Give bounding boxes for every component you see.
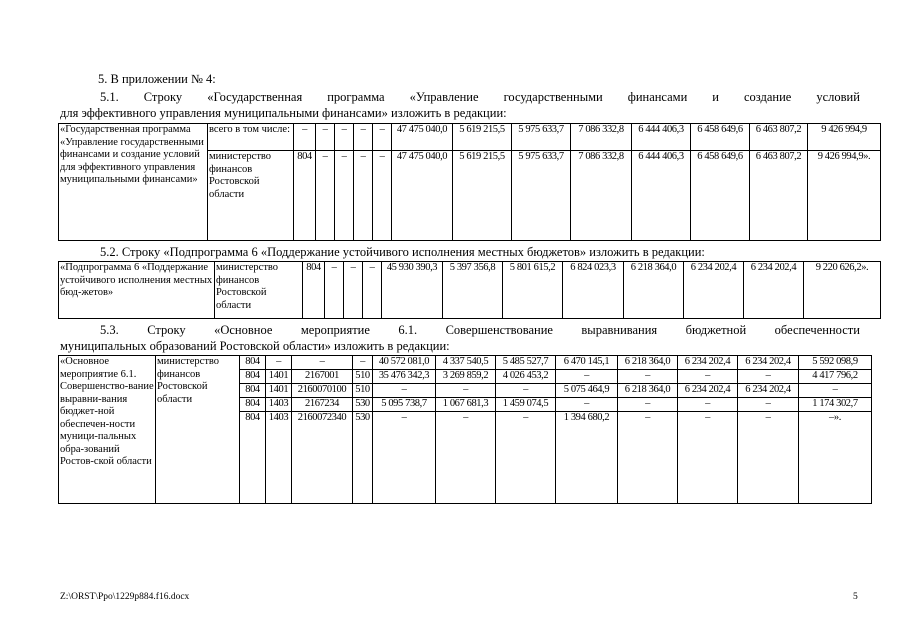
activity-name: «Основное мероприятие 6.1. Совершенство-вание выравни-вания бюджет-ной обеспечен-ности муници-пальных обра-зований Ростов-ской области — [59, 356, 156, 504]
executor-cell: министерство финансов Ростовской области — [156, 356, 240, 504]
table-row: «Государственная программа «Управление государственными финансами и создание условий для эффективного управления муниципальными финансами» всего в том числе: – – – – – 47 475 040,0 5 619 215,5 5 975 633,7 7 086 332,8 6 444 406,3 6 458 649,6 6 463 807,2 9 426 994,9 — [59, 124, 881, 151]
table-row: 804 1403 2160072340 530 – – – 1 394 680,2 – – – –». — [59, 412, 872, 504]
paragraph-5-3-line1: 5.3. Строку «Основное мероприятие 6.1. Совершенствование выравнивания бюджетной обеспеченности — [100, 323, 860, 337]
subprogram-name: «Подпрограмма 6 «Поддержание устойчивого исполнения местных бюд-жетов» — [59, 262, 215, 319]
table-subprogram-6 — [58, 261, 881, 319]
paragraph-5-1-line2: для эффективного управления муниципальными финансами» изложить в редакции: — [60, 106, 507, 120]
file-path: Z:\ORST\Ppo\1229p884.f16.docx — [60, 592, 190, 602]
page-number: 5 — [853, 592, 858, 602]
heading: 5. В приложении № 4: — [98, 72, 216, 86]
executor-cell: всего в том числе: — [208, 124, 294, 151]
table-row: 804 1401 2167001 510 35 476 342,3 3 269 859,2 4 026 453,2 – – – – 4 417 796,2 — [59, 370, 872, 384]
table-main-activity-6-1 — [58, 355, 872, 504]
table-state-program — [58, 123, 881, 241]
executor-cell: министерство финансов Ростовской области — [208, 151, 294, 241]
table-row: министерство финансов Ростовской области 804 – – – – 47 475 040,0 5 619 215,5 5 975 633,7 7 086 332,8 6 444 406,3 6 458 649,6 6 463 807,2 9 426 994,9». — [59, 151, 881, 241]
table-row: «Подпрограмма 6 «Поддержание устойчивого исполнения местных бюд-жетов» министерство финансов Ростовской области 804 – – – 45 930 390,3 5 397 356,8 5 801 615,2 6 824 023,3 6 218 364,0 6 234 202,4 6 234 202,4 9 220 626,2». — [59, 262, 881, 319]
table-row: 804 1403 2167234 530 5 095 738,7 1 067 681,3 1 459 074,5 – – – – 1 174 302,7 — [59, 398, 872, 412]
paragraph-5-1-line1: 5.1. Строку «Государственная программа «Управление государственными финансами и создание условий — [100, 90, 860, 104]
paragraph-5-3-line2: муниципальных образований Ростовской области» изложить в редакции: — [60, 339, 450, 353]
program-name: «Государственная программа «Управление государственными финансами и создание условий для эффективного управления муниципальными финансами» — [59, 124, 208, 241]
table-row: 804 1401 2160070100 510 – – – 5 075 464,9 6 218 364,0 6 234 202,4 6 234 202,4 – — [59, 384, 872, 398]
executor-cell: министерство финансов Ростовской области — [215, 262, 303, 319]
table-row: «Основное мероприятие 6.1. Совершенство-вание выравни-вания бюджет-ной обеспечен-ности муници-пальных обра-зований Ростов-ской области министерство финансов Ростовской области 804 – – – 40 572 081,0 4 337 540,5 5 485 527,7 6 470 145,1 6 218 364,0 6 234 202,4 6 234 202,4 5 592 098,9 — [59, 356, 872, 370]
paragraph-5-2: 5.2. Строку «Подпрограмма 6 «Поддержание устойчивого исполнения местных бюджетов» изложить в редакции: — [100, 245, 705, 259]
